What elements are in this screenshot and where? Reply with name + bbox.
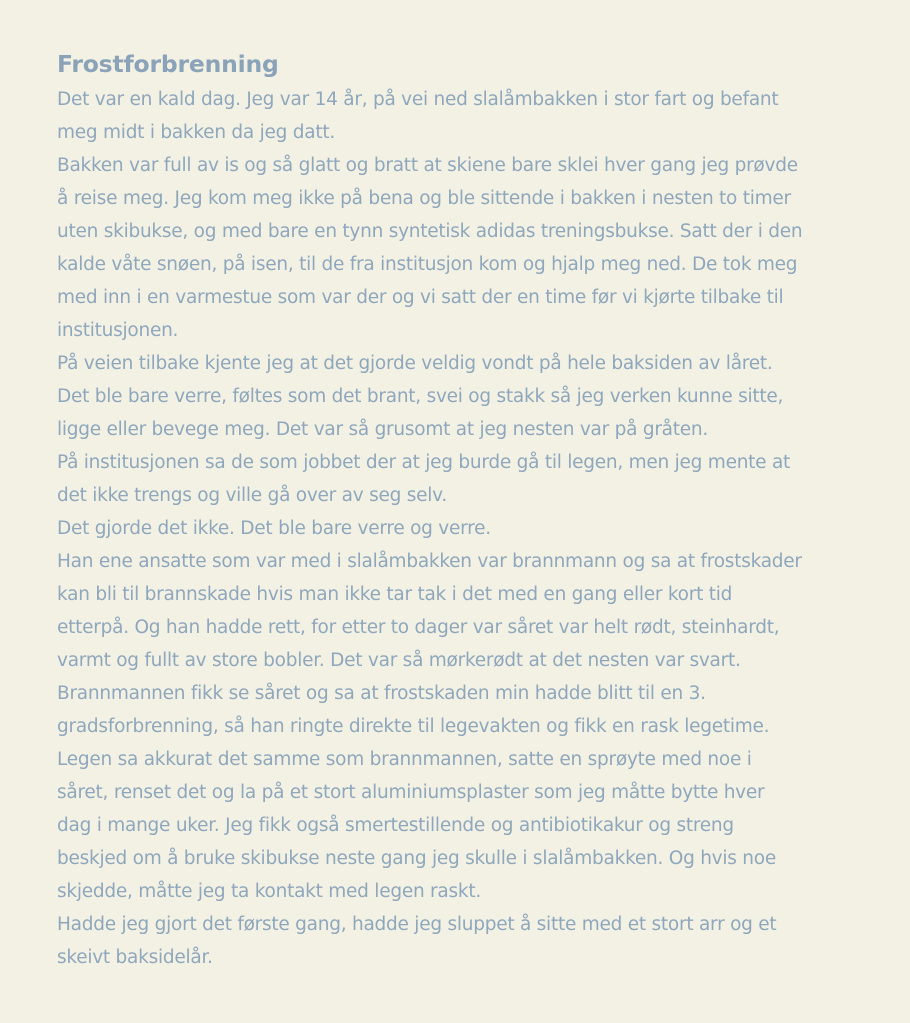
text-line: Brannmannen fikk se såret og sa at frostskaden min hadde blitt til en 3.	[57, 683, 706, 704]
text-line: meg midt i bakken da jeg datt.	[57, 122, 335, 143]
article-body	[57, 83, 870, 974]
text-line: uten skibukse, og med bare en tynn syntetisk adidas treningsbukse. Satt der i den	[57, 221, 803, 242]
paragraph	[57, 512, 870, 545]
paragraph	[57, 677, 870, 743]
paragraph	[57, 545, 870, 677]
text-line: På veien tilbake kjente jeg at det gjorde veldig vondt på hele baksiden av låret.	[57, 353, 773, 374]
text-line: institusjonen.	[57, 320, 179, 341]
text-line: varmt og fullt av store bobler. Det var så mørkerødt at det nesten var svart.	[57, 650, 741, 671]
text-line: Hadde jeg gjort det første gang, hadde jeg sluppet å sitte med et stort arr og et	[57, 914, 777, 935]
text-line: Det ble bare verre, føltes som det brant, svei og stakk så jeg verken kunne sitte,	[57, 386, 784, 407]
text-line: På institusjonen sa de som jobbet der at jeg burde gå til legen, men jeg mente at	[57, 452, 791, 473]
text-line: skjedde, måtte jeg ta kontakt med legen raskt.	[57, 881, 481, 902]
text-line: kan bli til brannskade hvis man ikke tar tak i det med en gang eller kort tid	[57, 584, 733, 605]
paragraph	[57, 446, 870, 512]
text-line: Det gjorde det ikke. Det ble bare verre og verre.	[57, 518, 491, 539]
text-line: gradsforbrenning, så han ringte direkte til legevakten og fikk en rask legetime.	[57, 716, 770, 737]
text-line: Legen sa akkurat det samme som brannmannen, satte en sprøyte med noe i	[57, 749, 752, 770]
text-line: etterpå. Og han hadde rett, for etter to dager var såret var helt rødt, steinhardt,	[57, 617, 780, 638]
text-line: å reise meg. Jeg kom meg ikke på bena og ble sittende i bakken i nesten to timer	[57, 188, 791, 209]
article-title: Frostforbrenning	[57, 50, 279, 78]
text-line: ligge eller bevege meg. Det var så grusomt at jeg nesten var på gråten.	[57, 419, 709, 440]
paragraph	[57, 149, 870, 347]
paragraph	[57, 83, 870, 149]
text-line: Han ene ansatte som var med i slalåmbakken var brannmann og sa at frostskader	[57, 551, 802, 572]
text-line: det ikke trengs og ville gå over av seg selv.	[57, 485, 448, 506]
text-line: såret, renset det og la på et stort aluminiumsplaster som jeg måtte bytte hver	[57, 782, 765, 803]
paragraph	[57, 908, 870, 974]
text-line: skeivt baksidelår.	[57, 947, 213, 968]
text-line: med inn i en varmestue som var der og vi satt der en time før vi kjørte tilbake til	[57, 287, 784, 308]
text-line: Det var en kald dag. Jeg var 14 år, på vei ned slalåmbakken i stor fart og befant	[57, 89, 779, 110]
paragraph	[57, 743, 870, 908]
text-line: dag i mange uker. Jeg fikk også smertestillende og antibiotikakur og streng	[57, 815, 734, 836]
text-line: kalde våte snøen, på isen, til de fra institusjon kom og hjalp meg ned. De tok meg	[57, 254, 798, 275]
paragraph	[57, 347, 870, 446]
text-line: Bakken var full av is og så glatt og bratt at skiene bare sklei hver gang jeg prøvde	[57, 155, 798, 176]
text-line: beskjed om å bruke skibukse neste gang jeg skulle i slalåmbakken. Og hvis noe	[57, 848, 776, 869]
